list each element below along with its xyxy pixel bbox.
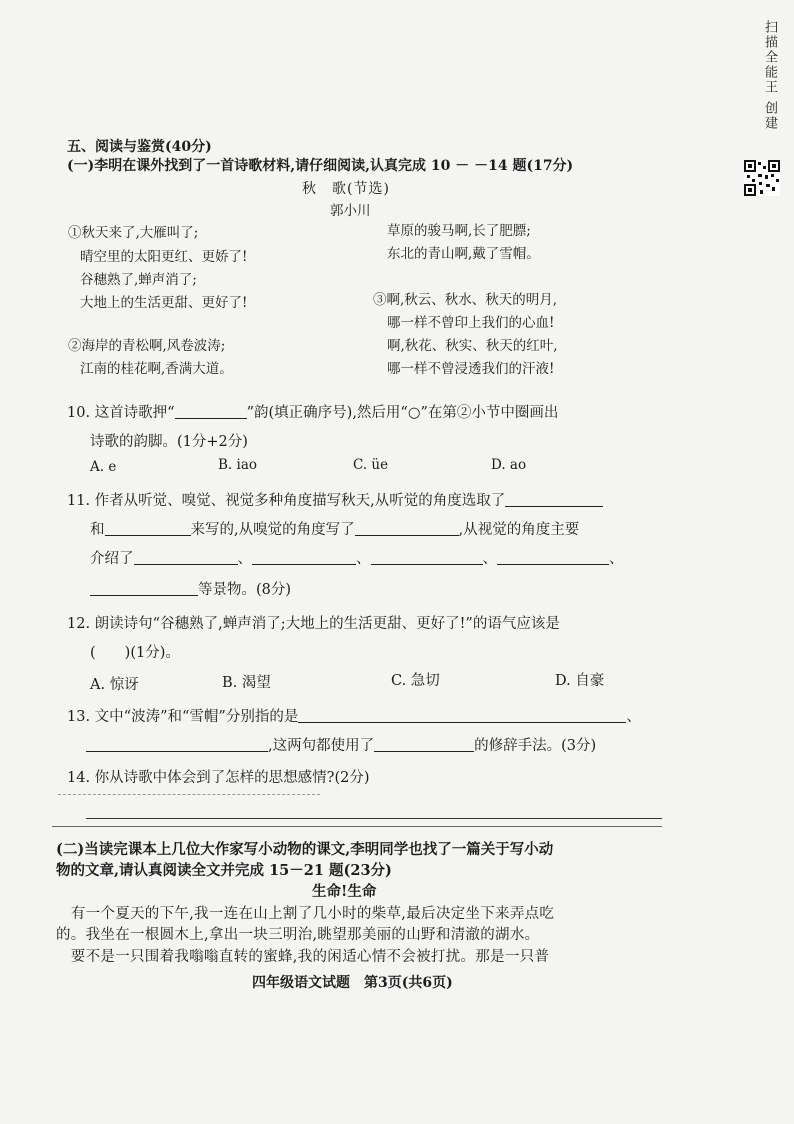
poem-line: 哪一样不曾浸透我们的汗液! bbox=[387, 361, 555, 377]
q11-blank[interactable] bbox=[497, 550, 609, 565]
question-13 bbox=[67, 705, 641, 726]
story-paragraph: 要不是一只围着我嗡嗡直转的蜜蜂,我的闲适心情不会被打扰。那是一只普 bbox=[56, 949, 550, 965]
q11-text-c: 来写的,从嗅觉的角度写了 bbox=[190, 522, 355, 538]
q12-option-d: D. 自豪 bbox=[555, 673, 605, 689]
story-paragraph: 有一个夏天的下午,我一连在山上割了几小时的柴草,最后决定坐下来弄点吃 bbox=[56, 906, 555, 922]
poem-line: 草原的骏马啊,长了肥膘; bbox=[387, 223, 531, 239]
q10-option-b: B. iao bbox=[218, 457, 257, 473]
q11-line4 bbox=[90, 578, 291, 599]
q11-blank[interactable] bbox=[134, 550, 238, 565]
scanner-watermark: 扫描全能王 创建 bbox=[762, 20, 777, 132]
q13-blank[interactable] bbox=[298, 708, 626, 723]
q10-line2: 诗歌的韵脚。(1分+2分) bbox=[90, 434, 248, 450]
qr-code-icon bbox=[744, 160, 780, 196]
q11-sep: 、 bbox=[356, 551, 371, 567]
section-divider bbox=[52, 826, 662, 827]
poem-line: ②海岸的青松啊,风卷波涛; bbox=[68, 338, 226, 354]
poem-line: 哪一样不曾印上我们的心血! bbox=[387, 315, 555, 331]
question-14: 14. 你从诗歌中体会到了怎样的思想感情?(2分) bbox=[67, 770, 370, 786]
q11-sep: 、 bbox=[609, 551, 624, 567]
poem-line: ①秋天来了,大雁叫了; bbox=[68, 225, 199, 241]
q11-line3 bbox=[90, 547, 624, 568]
q10-option-c: C. üe bbox=[353, 457, 389, 473]
poem-title: 秋 歌(节选) bbox=[302, 181, 390, 197]
q11-line2 bbox=[90, 518, 579, 539]
story-paragraph: 的。我坐在一根圆木上,拿出一块三明治,眺望那美丽的山野和清澈的湖水。 bbox=[56, 927, 540, 943]
section-title: 五、阅读与鉴赏(40分) bbox=[67, 139, 212, 155]
q11-blank[interactable] bbox=[355, 521, 459, 536]
q11-text-e: 介绍了 bbox=[90, 551, 134, 567]
q11-blank[interactable] bbox=[90, 581, 198, 596]
q10-blank[interactable] bbox=[175, 404, 247, 419]
q13-text-c: 的修辞手法。(3分) bbox=[474, 738, 597, 754]
q11-sep: 、 bbox=[482, 551, 497, 567]
poem-author: 郭小川 bbox=[330, 203, 371, 219]
faint-divider bbox=[58, 794, 320, 795]
q13-line2 bbox=[86, 734, 596, 755]
q11-text-d: ,从视觉的角度主要 bbox=[458, 522, 580, 538]
poem-line: 东北的青山啊,戴了雪帽。 bbox=[387, 246, 540, 262]
poem-line: 大地上的生活更甜、更好了! bbox=[80, 295, 248, 311]
q11-text-f: 等景物。(8分) bbox=[198, 582, 292, 598]
page-footer: 四年级语文试题 第3页(共6页) bbox=[252, 975, 453, 991]
q13-sep: 、 bbox=[626, 709, 641, 725]
q11-text-b: 和 bbox=[90, 522, 105, 538]
q10-option-a: A. e bbox=[90, 459, 117, 475]
q11-blank[interactable] bbox=[505, 492, 603, 507]
q12-option-c: C. 急切 bbox=[391, 673, 440, 689]
part2-intro-line1: (二)当读完课本上几位大作家写小动物的课文,李明同学也找了一篇关于写小动 bbox=[56, 841, 554, 858]
question-11 bbox=[67, 489, 603, 510]
q12-answer-slot[interactable]: ( )(1分)。 bbox=[90, 645, 180, 661]
q10-text-a: 10. 这首诗歌押“ bbox=[67, 405, 175, 421]
q13-text-a: 13. 文中“波涛”和“雪帽”分别指的是 bbox=[67, 709, 299, 725]
q11-blank[interactable] bbox=[105, 521, 191, 536]
poem-line: 啊,秋花、秋实、秋天的红叶, bbox=[387, 338, 558, 354]
poem-line: 谷穗熟了,蝉声消了; bbox=[80, 272, 197, 288]
q10-option-d: D. ao bbox=[491, 457, 527, 473]
poem-line: 晴空里的太阳更红、更娇了! bbox=[80, 249, 248, 265]
q11-blank[interactable] bbox=[371, 550, 483, 565]
poem-line: 江南的桂花啊,香满大道。 bbox=[80, 361, 233, 377]
q13-blank[interactable] bbox=[86, 737, 268, 752]
part2-intro-line2: 物的文章,请认真阅读全文并完成 15－21 题(23分) bbox=[56, 862, 392, 879]
q11-sep: 、 bbox=[237, 551, 252, 567]
q13-text-b: ,这两句都使用了 bbox=[268, 738, 375, 754]
q10-text-b: ”韵(填正确序号),然后用“○”在第②小节中圈画出 bbox=[246, 405, 559, 421]
q11-blank[interactable] bbox=[252, 550, 356, 565]
poem-line: ③啊,秋云、秋水、秋天的明月, bbox=[373, 292, 558, 308]
q12-option-b: B. 渴望 bbox=[222, 675, 271, 691]
part1-intro: (一)李明在课外找到了一首诗歌材料,请仔细阅读,认真完成 10 － －14 题(17分) bbox=[67, 158, 574, 174]
q13-blank[interactable] bbox=[374, 737, 474, 752]
q12-option-a: A. 惊讶 bbox=[90, 677, 139, 693]
q11-text-a: 11. 作者从听觉、嗅觉、视觉多种角度描写秋天,从听觉的角度选取了 bbox=[67, 493, 506, 509]
question-12: 12. 朗读诗句“谷穗熟了,蝉声消了;大地上的生活更甜、更好了!”的语气应该是 bbox=[67, 616, 560, 632]
story-title: 生命!生命 bbox=[312, 883, 377, 900]
answer-line[interactable] bbox=[86, 818, 662, 819]
question-10 bbox=[67, 401, 558, 422]
